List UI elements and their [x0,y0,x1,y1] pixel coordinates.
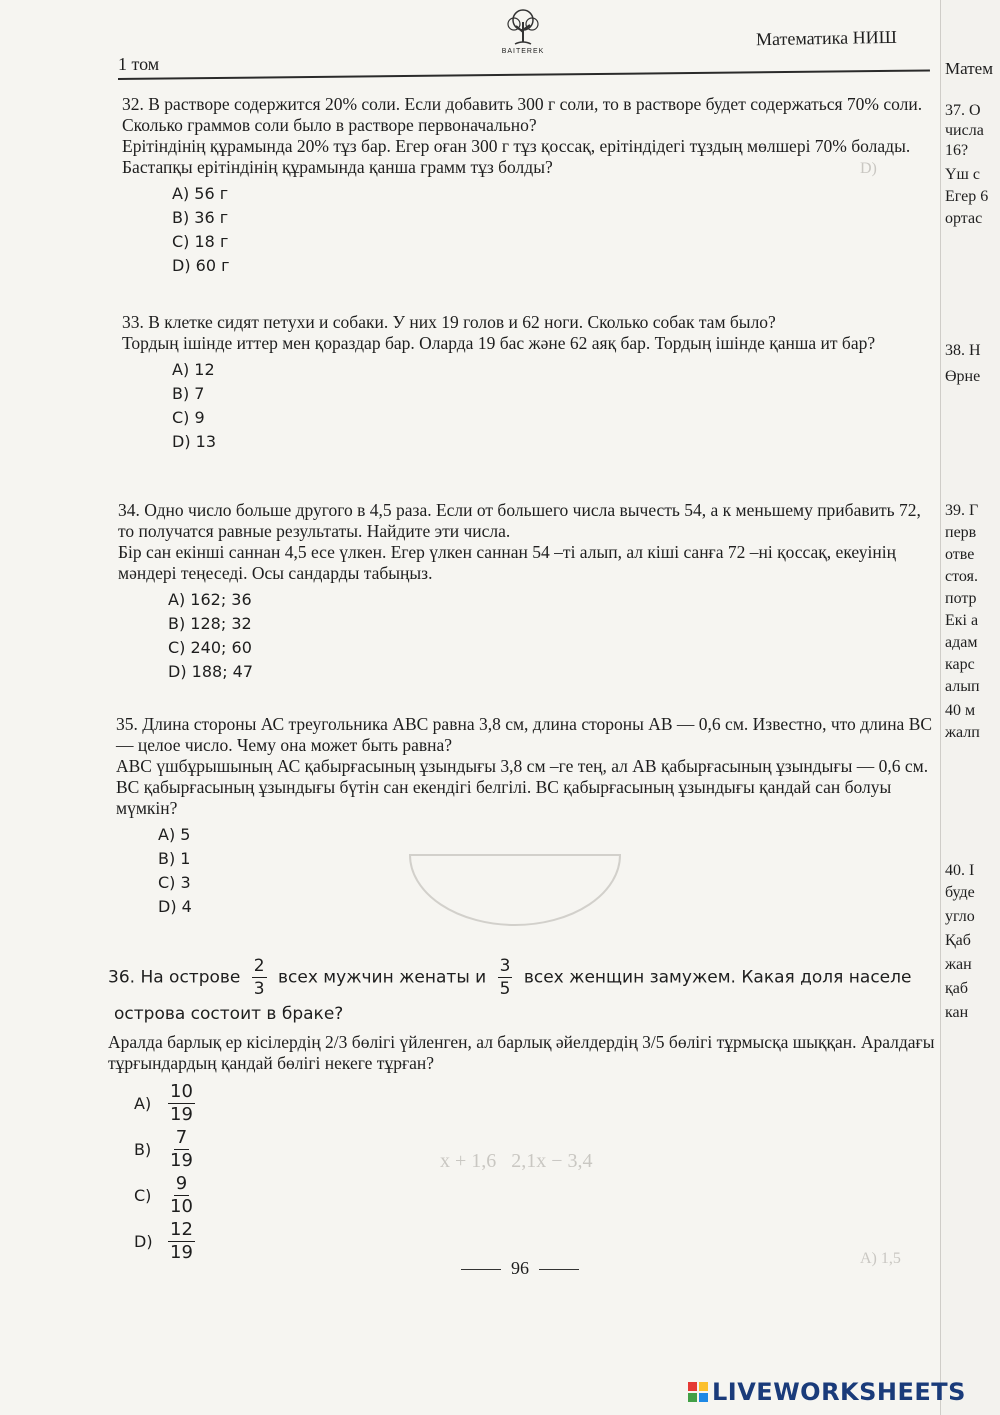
question-text-kz: Ерітіндінің құрамында 20% тұз бар. Егер оған 300 г тұз қоссақ, ерітіндідегі тұздың мөлшері 70% болады. Бастапқы ерітіндінің құрамында қанша грамм тұз болды? [122,136,911,177]
option-d[interactable]: D) 4 [158,897,192,916]
footer-dash [461,1269,501,1270]
option-a[interactable]: A) 56 г [172,184,229,203]
next-page-header: Матем [945,59,993,78]
bleed-text: D) [860,160,877,177]
option-label: B) [134,1139,152,1159]
logo-square [699,1382,708,1391]
next-page-line: 40. I [945,862,975,879]
next-page-line: отве [945,546,975,563]
fraction-numerator: 10 [170,1080,193,1102]
option-c[interactable]: C) 9 [172,408,205,427]
lead-part-1: 36. На острове [108,967,241,988]
next-page-line: Екі а [945,612,979,629]
question-32 [122,94,934,278]
next-page-line: угло [945,908,975,925]
page-number-value: 96 [511,1258,529,1278]
option-c[interactable]: C) 18 г [172,232,229,251]
fraction-men [252,955,267,1000]
fraction-numerator: 9 [175,1172,188,1194]
next-page-line: жан [945,956,972,973]
logo-square [699,1393,708,1402]
option-label: C) [134,1185,152,1205]
fraction-denominator: 19 [170,1149,193,1171]
next-page-line: 37. О [945,102,981,119]
next-page-line: 39. Г [945,502,979,519]
option-b[interactable] [134,1126,940,1172]
option-b[interactable]: B) 36 г [172,208,229,227]
volume-label: 1 том [118,54,160,74]
question-text-kz: АВС үшбұрышының АС қабырғасының ұзындығы 3,8 см –ге тең, ал АВ қабырғасының ұзындығы — 0,6 см. ВС қабырғасының ұзындығы бүтін сан екендігі белгілі. ВС қабырғасының ұзындығы қандай сан болуы мүмкін? [116,756,929,818]
option-c[interactable] [134,1172,940,1218]
next-page-line: 38. Н [945,342,981,359]
option-label: D) [134,1231,153,1251]
option-label: A) [134,1093,152,1113]
question-text-kz: Бір сан екінші саннан 4,5 есе үлкен. Егер үлкен саннан 54 –ті алып, ал кіші санға 72 –ні қоссақ, екеуінің мәндері теңеседі. Осы сандарды табыңыз. [118,542,896,583]
question-33 [122,312,934,454]
answer-options [118,588,936,684]
option-c[interactable]: C) 240; 60 [168,638,252,657]
option-d[interactable]: D) 13 [172,432,217,451]
question-text-ru [108,955,940,1000]
question-36 [108,955,940,1264]
answer-options [122,182,934,278]
liveworksheets-watermark[interactable] [688,1376,966,1408]
option-fraction [168,1081,195,1126]
next-page-line: 16? [945,142,969,159]
logo-text: BAITEREK [501,48,545,55]
logo-square [688,1382,697,1391]
question-text-kz: Тордың ішінде иттер мен қораздар бар. Оларда 19 бас және 62 аяқ бар. Тордың ішінде қанша ит бар? [122,333,876,353]
option-fraction [168,1173,195,1218]
option-a[interactable]: A) 162; 36 [168,590,252,609]
option-d[interactable]: D) 188; 47 [168,662,254,681]
next-page-line: кан [945,1004,969,1021]
page-number [440,1258,600,1279]
subject-title: Математика НИШ [755,26,897,50]
question-text-ru: 35. Длина стороны АС треугольника АВС равна 3,8 см, длина стороны АВ — 0,6 см. Известно, что длина ВС — целое число. Чему она может быть равна? [116,714,933,755]
brand-name: LIVEWORKSHEETS [712,1378,966,1406]
fraction-numerator: 2 [253,956,265,976]
question-34 [118,500,936,684]
question-text-ru: 34. Одно число больше другого в 4,5 раза. Если от большего числа вычесть 54, а к меньшему прибавить 72, то получатся равные результаты. Найдите эти числа. [118,500,921,541]
next-page-line: жалп [945,724,980,741]
fraction-denominator: 5 [499,979,511,999]
fraction-women [498,955,513,1000]
question-text-ru: 32. В растворе содержится 20% соли. Если добавить 300 г соли, то в растворе будет содержаться 70% соли. Сколько граммов соли было в растворе первоначально? [122,94,923,135]
answer-options [122,358,934,454]
next-page-edge [940,0,1000,1415]
option-c[interactable]: C) 3 [158,873,191,892]
option-d[interactable]: D) 60 г [172,256,230,275]
liveworksheets-logo-icon [688,1382,708,1402]
fraction-numerator: 7 [175,1126,188,1148]
next-page-line: числа [945,122,984,139]
fraction-numerator: 3 [499,956,511,976]
next-page-line: потр [945,590,977,607]
publisher-logo [493,8,553,55]
next-page-line: карс [945,656,975,673]
bleed-semicircle [405,850,625,930]
next-page-line: Өрне [945,368,981,385]
next-page-line: 40 м [945,702,976,719]
next-page-line: қаб [945,980,969,997]
option-b[interactable]: B) 128; 32 [168,614,252,633]
footer-dash [539,1269,579,1270]
fraction-numerator: 12 [170,1218,193,1240]
next-page-line: адам [945,634,978,651]
option-a[interactable]: A) 12 [172,360,215,379]
header-rule [118,69,930,80]
logo-square [688,1393,697,1402]
next-page-line: буде [945,884,975,901]
lead-part-3: всех женщин замужем. Какая доля населе [523,967,912,988]
next-page-line: ортас [945,210,983,227]
option-b[interactable]: B) 7 [172,384,205,403]
next-page-line: Үш с [945,166,980,183]
lead-part-4: острова состоит в браке? [114,1004,344,1024]
option-fraction [168,1219,195,1264]
question-text-kz: Аралда барлық ер кісілердің 2/3 бөлігі үйленген, ал барлық әйелдердің 3/5 бөлігі тұрмысқа шыққан. Аралдағы тұрғындардың қандай бөлігі некеге тұрған? [108,1032,935,1073]
fraction-denominator: 19 [170,1103,193,1125]
question-text-ru: 33. В клетке сидят петухи и собаки. У них 19 голов и 62 ноги. Сколько собак там было? [122,312,776,332]
bleed-equation: x + 1,6 2,1x − 3,4 [440,1150,593,1172]
next-page-line: Егер 6 [945,188,989,205]
next-page-line: стоя. [945,568,978,585]
next-page-line: Қаб [945,932,971,949]
next-page-line: алып [945,678,980,695]
lead-part-2: всех мужчин женаты и [278,967,487,988]
fraction-denominator: 19 [170,1241,193,1263]
fraction-denominator: 10 [170,1195,193,1217]
option-b[interactable]: B) 1 [158,849,191,868]
answer-options [108,1080,940,1264]
option-fraction [168,1127,195,1172]
fraction-denominator: 3 [253,979,265,999]
option-a[interactable] [134,1080,940,1126]
option-a[interactable]: A) 5 [158,825,191,844]
bleed-text: A) 1,5 [860,1250,901,1267]
tree-icon [501,8,545,48]
next-page-line: перв [945,524,977,541]
